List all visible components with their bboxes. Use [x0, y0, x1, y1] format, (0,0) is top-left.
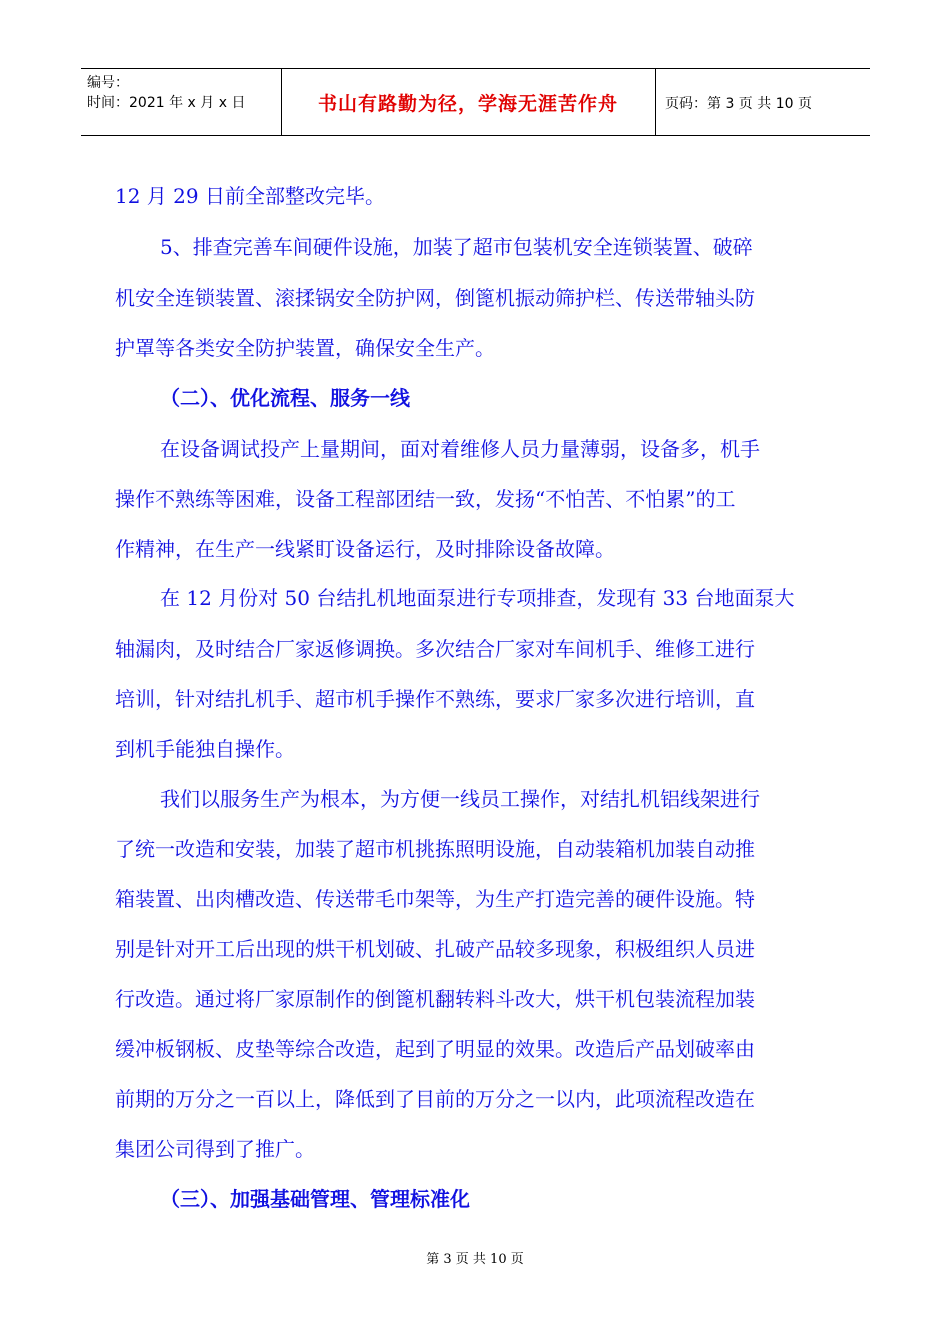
text-line: 作精神，在生产一线紧盯设备运行，及时排除设备故障。 [115, 537, 615, 561]
header-motto: 书山有路勤为径，学海无涯苦作舟 [317, 93, 618, 115]
numbered-paragraph-line [160, 231, 753, 260]
text-line: 箱装置、出肉槽改造、传送带毛巾架等，为生产打造完善的硬件设施。特 [115, 887, 755, 911]
text-line: 护罩等各类安全防护装置，确保安全生产。 [115, 336, 495, 360]
text-line: 轴漏肉，及时结合厂家返修调换。多次结合厂家对车间机手、维修工进行 [115, 637, 755, 661]
time-label: 时间：2021 年 x 月 x 日 [87, 95, 246, 111]
text-line: 12 月 29 日前全部整改完毕。 [115, 184, 385, 208]
section-heading-3: （三）、加强基础管理、管理标准化 [160, 1187, 470, 1211]
text-line: 机安全连锁装置、滚揉锅安全防护网，倒篦机振动筛护栏、传送带轴头防 [115, 286, 755, 310]
header-meta [87, 73, 245, 113]
page-footer: 第 3 页 共 10 页 [426, 1252, 524, 1267]
text-line: 到机手能独自操作。 [115, 737, 295, 761]
text-line: 前期的万分之一百以上，降低到了目前的万分之一以内，此项流程改造在 [115, 1087, 755, 1111]
text-line: 行改造。通过将厂家原制作的倒篦机翻转料斗改大，烘干机包装流程加装 [115, 987, 755, 1011]
text-line: 集团公司得到了推广。 [115, 1137, 315, 1161]
text-line: 培训，针对结扎机手、超市机手操作不熟练，要求厂家多次进行培训，直 [115, 687, 755, 711]
code-label: 编号： [87, 75, 129, 91]
header-divider-2 [655, 69, 656, 135]
text-line: 缓冲板钢板、皮垫等综合改造，起到了明显的效果。改造后产品划破率由 [115, 1037, 755, 1061]
document-header [81, 68, 870, 136]
header-page-label: 页码：第 3 页 共 10 页 [665, 96, 812, 112]
text-line: 在设备调试投产上量期间，面对着维修人员力量薄弱，设备多，机手 [160, 437, 760, 461]
text-line: 在 12 月份对 50 台结扎机地面泵进行专项排查，发现有 33 台地面泵大 [160, 586, 795, 610]
text-line: 操作不熟练等困难，设备工程部团结一致，发扬“不怕苦、不怕累”的工 [115, 487, 736, 511]
text-line: 别是针对开工后出现的烘干机划破、扎破产品较多现象，积极组织人员进 [115, 937, 755, 961]
text-line: 了统一改造和安装，加装了超市机挑拣照明设施，自动装箱机加装自动推 [115, 837, 755, 861]
text-line: 我们以服务生产为根本，为方便一线员工操作，对结扎机铝线架进行 [160, 787, 760, 811]
text-line: 5、排查完善车间硬件设施，加装了超市包装机安全连锁装置、破碎 [160, 235, 753, 259]
section-heading-2: （二）、优化流程、服务一线 [160, 386, 410, 410]
